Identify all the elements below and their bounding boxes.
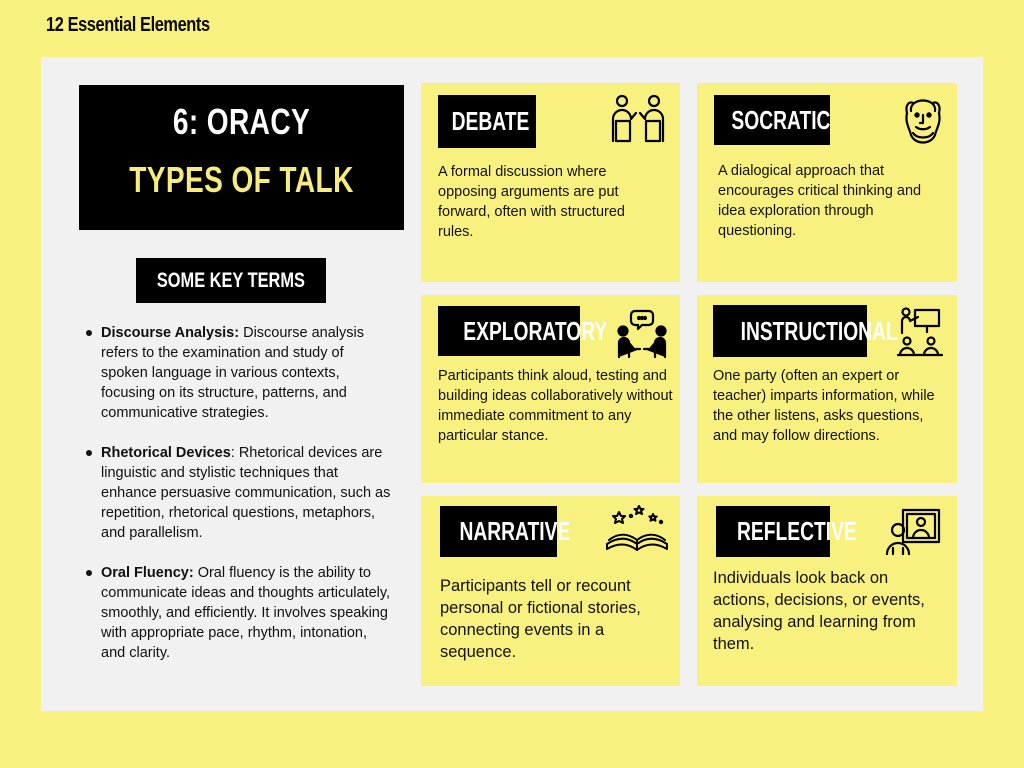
card-label-instructional: INSTRUCTIONAL	[713, 305, 867, 357]
page-header-title: 12 Essential Elements	[46, 14, 210, 36]
key-terms-list	[83, 323, 393, 683]
key-terms-heading: SOME KEY TERMS	[136, 258, 326, 303]
element-subtitle: TYPES OF TALK	[129, 159, 354, 200]
card-label-exploratory: EXPLORATORY	[438, 306, 580, 356]
element-title: 6: ORACY	[172, 101, 311, 142]
title-box	[79, 85, 404, 230]
card-label-socratic: SOCRATIC	[714, 95, 830, 145]
card-desc-debate: A formal discussion where opposing arguments are put forward, often with structured rules.	[438, 164, 625, 240]
card-narrative	[421, 496, 680, 686]
key-term-definition: Discourse analysis refers to the examination and study of spoken language in various contexts, focusing on its structure, patterns, and communicative strategies.	[101, 325, 364, 421]
classroom-icon	[897, 307, 943, 357]
key-term-definition: : Rhetorical devices are linguistic and stylistic techniques that enhance persuasive communication, such as repetition, rhetorical questions, metaphors, and parallelism.	[101, 445, 391, 541]
card-desc-reflective: Individuals look back on actions, decisions, or events, analysing and learning from them.	[713, 569, 925, 653]
key-term-item	[83, 563, 393, 663]
card-desc-exploratory: Participants think aloud, testing and building ideas collaboratively without immediate commitment to any particular stance.	[438, 368, 673, 444]
card-desc-narrative: Participants tell or recount personal or fictional stories, connecting events in a sequence.	[440, 577, 641, 661]
card-exploratory	[421, 295, 680, 483]
card-label-narrative: NARRATIVE	[440, 506, 557, 557]
key-term-item	[83, 323, 393, 423]
mirror-reflection-icon	[885, 508, 943, 556]
card-label-reflective: REFLECTIVE	[716, 506, 830, 557]
card-label-debate: DEBATE	[438, 95, 536, 148]
card-desc-instructional: One party (often an expert or teacher) imparts information, while the other listens, asks questions, and may follow directions.	[713, 368, 935, 444]
card-desc-socratic: A dialogical approach that encourages critical thinking and idea exploration through questioning.	[718, 163, 922, 239]
key-term-name: Rhetorical Devices	[101, 445, 231, 461]
debate-icon	[609, 93, 667, 143]
card-reflective	[697, 496, 957, 686]
key-term-definition: Oral fluency is the ability to communicate ideas and thoughts articulately, smoothly, and efficiently. It involves speaking with appropriate pace, rhythm, intonation, and clarity.	[101, 565, 391, 661]
key-term-item	[83, 443, 393, 543]
card-socratic	[697, 83, 957, 282]
card-debate	[421, 83, 680, 282]
key-term-name: Discourse Analysis:	[101, 325, 240, 341]
key-term-name: Oral Fluency:	[101, 565, 194, 581]
socrates-head-icon	[901, 91, 945, 147]
open-book-icon	[605, 504, 669, 554]
conversation-icon	[615, 309, 669, 359]
card-instructional	[697, 295, 957, 483]
